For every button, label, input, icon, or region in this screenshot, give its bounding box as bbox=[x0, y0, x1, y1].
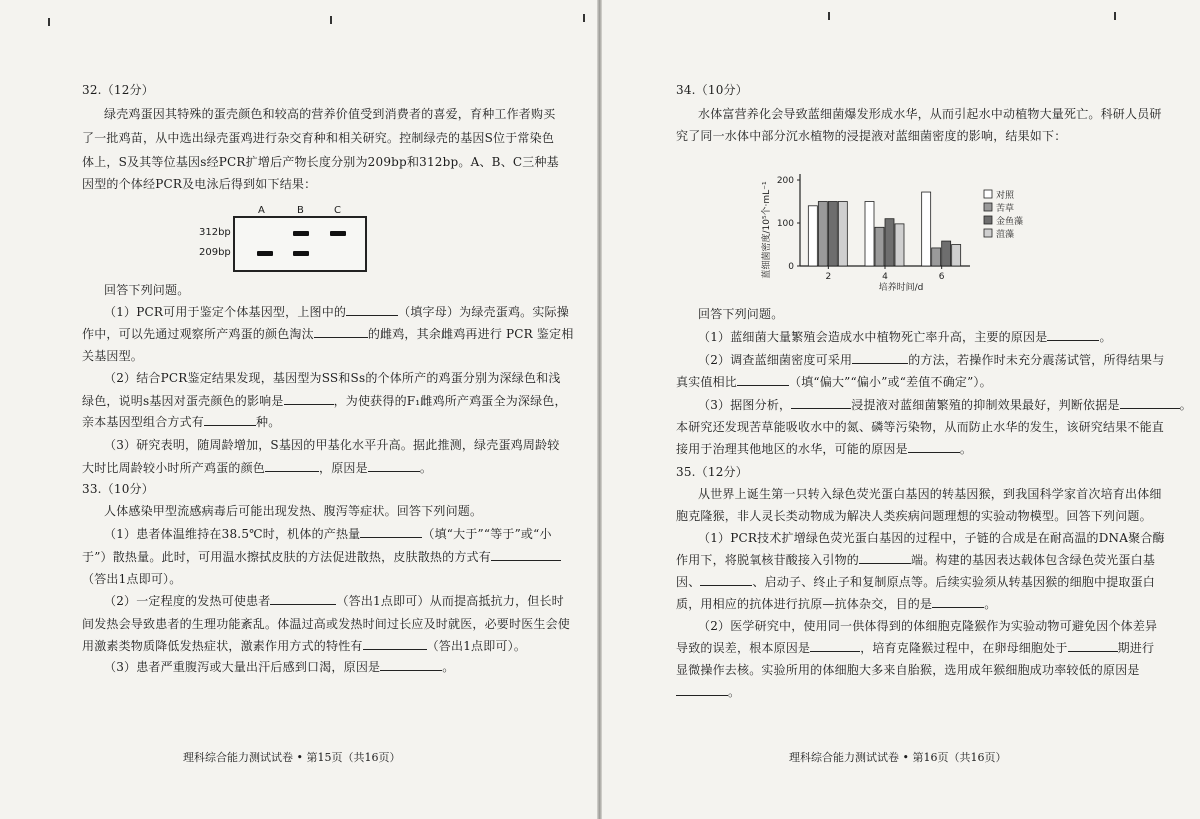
legend-swatch bbox=[984, 203, 992, 211]
q34-1-text: （1）蓝细菌大量繁殖会造成水中植物死亡率升高，主要的原因是 bbox=[698, 330, 1048, 344]
q32-3-line bbox=[82, 460, 432, 476]
scan-mark bbox=[1114, 12, 1116, 20]
q32-text: 绿壳鸡蛋因其特殊的蛋壳颜色和较高的营养价值受到消费者的喜爱，育种工作者购买 bbox=[104, 107, 556, 121]
left-page bbox=[0, 0, 598, 819]
q33-1-line bbox=[82, 549, 561, 565]
bar bbox=[828, 202, 837, 267]
answer-blank[interactable] bbox=[852, 352, 908, 364]
gel-band bbox=[293, 231, 309, 236]
page-footer: 理科综合能力测试试卷 • 第15页（共16页） bbox=[183, 751, 401, 764]
scan-mark bbox=[330, 16, 332, 24]
answer-blank[interactable] bbox=[737, 374, 789, 386]
q33-2-text: 间发热会导致患者的生理功能紊乱。体温过高或发热时间过长应及时就医，必要时医生会使 bbox=[82, 617, 571, 631]
q35-1-text: 端。构建的基因表达载体包含绿色荧光蛋白基 bbox=[911, 553, 1156, 567]
y-tick-label: 0 bbox=[788, 262, 794, 272]
answer-blank[interactable] bbox=[270, 593, 336, 605]
x-axis-label: 培养时间/d bbox=[878, 283, 924, 293]
y-axis-label: 蓝细菌密度/10⁵个·mL⁻¹ bbox=[762, 181, 772, 279]
legend-label: 对照 bbox=[996, 191, 1015, 201]
q34-2-text: 真实值相比 bbox=[676, 375, 738, 389]
q32-1-line bbox=[82, 326, 574, 342]
gel-band bbox=[257, 251, 273, 256]
q33-2-line bbox=[82, 638, 526, 654]
q32-3-text: （3）研究表明，随周龄增加，S基因的甲基化水平升高。据此推测，绿壳蛋鸡周龄较 bbox=[104, 438, 560, 452]
q34-3-line bbox=[698, 397, 1192, 413]
q32-1-line bbox=[104, 304, 569, 320]
q35-text: 从世界上诞生第一只转入绿色荧光蛋白基因的转基因猴，到我国科学家首次培育出体细 bbox=[698, 487, 1162, 501]
gel-lane-label: A bbox=[258, 205, 265, 216]
bar bbox=[895, 224, 904, 266]
q35-1-text: 作用下，将脱氧核苷酸接入引物的 bbox=[676, 553, 860, 567]
q34-3-text: 浸提液对蓝细菌繁殖的抑制效果最好，判断依据是 bbox=[851, 398, 1120, 412]
q33-1-text: （1）患者体温维持在38.5℃时，机体的产热量 bbox=[104, 527, 361, 541]
q35-1-text: 因、 bbox=[676, 575, 701, 589]
legend-swatch bbox=[984, 190, 992, 198]
q35-2-text: 。 bbox=[728, 685, 741, 699]
q32-text: 体上，S及其等位基因s经PCR扩增后产物长度分别为209bp和312bp。A、B、C三种基 bbox=[82, 155, 559, 169]
q32-3-text: 大时比周龄较小时所产鸡蛋的颜色 bbox=[82, 461, 266, 475]
q32-text: 了一批鸡苗，从中选出绿壳蛋鸡进行杂交育种和相关研究。控制绿壳的基因S位于常染色 bbox=[82, 131, 555, 145]
bar bbox=[818, 202, 827, 267]
q32-2-text: ，为使获得的F₁雌鸡所产鸡蛋全为深绿色， bbox=[333, 394, 567, 408]
q34-text: 究了同一水体中部分沉水植物的浸提液对蓝细菌密度的影响，结果如下： bbox=[676, 129, 1067, 143]
answer-blank[interactable] bbox=[700, 574, 752, 586]
answer-blank[interactable] bbox=[265, 460, 319, 472]
gel-band bbox=[330, 231, 346, 236]
bar bbox=[808, 206, 817, 266]
q34-3-text: 。 bbox=[1179, 398, 1192, 412]
answer-blank[interactable] bbox=[859, 552, 911, 564]
answer-blank[interactable] bbox=[810, 640, 860, 652]
bar bbox=[942, 241, 951, 266]
q34-1-text: 。 bbox=[1099, 330, 1112, 344]
answer-blank[interactable] bbox=[284, 393, 334, 405]
q33-3-line bbox=[104, 659, 454, 675]
bar bbox=[885, 219, 894, 266]
q35-1-line bbox=[676, 574, 1155, 590]
q33-2-text: （答出1点即可）从而提高抵抗力，但长时 bbox=[336, 594, 564, 608]
q34-2-text: 的方法，若操作时未充分震荡试管，所得结果与 bbox=[908, 353, 1165, 367]
bar bbox=[875, 227, 884, 266]
q32-2-text: 亲本基因型组合方式有 bbox=[82, 415, 205, 429]
q35-2-text: （2）医学研究中，使用同一供体得到的体细胞克隆猴作为实验动物可避免因个体差异 bbox=[698, 619, 1158, 633]
legend-label: 金鱼藻 bbox=[996, 217, 1024, 227]
q32-text: 因型的个体经PCR及电泳后得到如下结果： bbox=[82, 177, 317, 191]
answer-blank[interactable] bbox=[1068, 640, 1118, 652]
q33-1-text: 于”）散热量。此时，可用温水擦拭皮肤的方法促进散热，皮肤散热的方式有 bbox=[82, 550, 491, 564]
q34-text: 水体富营养化会导致蓝细菌爆发形成水华，从而引起水中动植物大量死亡。科研人员研 bbox=[698, 107, 1162, 121]
q32-1-text: 作中，可以先通过观察所产鸡蛋的颜色淘汰 bbox=[82, 327, 314, 341]
q32-1-text: （1）PCR可用于鉴定个体基因型，上图中的 bbox=[104, 305, 347, 319]
scan-mark bbox=[48, 18, 50, 26]
q35-1-text: 、启动子、终止子和复制原点等。后续实验须从转基因猴的细胞中提取蛋白 bbox=[752, 575, 1156, 589]
q32-3-text: 。 bbox=[419, 461, 433, 475]
q35-1-text: （1）PCR技术扩增绿色荧光蛋白基因的过程中，子链的合成是在耐高温的DNA聚合酶 bbox=[698, 531, 1165, 545]
q32-title: 32.（12分） bbox=[82, 83, 154, 97]
q34-3-text: （3）据图分析， bbox=[698, 398, 792, 412]
gel-band bbox=[293, 251, 309, 256]
q33-2-text: 用激素类物质降低发热症状，激素作用方式的特性有 bbox=[82, 639, 363, 653]
q33-2-line bbox=[104, 593, 564, 609]
q35-title: 35.（12分） bbox=[676, 465, 748, 479]
q35-2-text: 期进行 bbox=[1117, 641, 1155, 655]
q33-1-text: （填“大于”“等于”或“小 bbox=[422, 527, 552, 541]
bar bbox=[838, 202, 847, 267]
q33-1-text: （答出1点即可）。 bbox=[82, 572, 182, 586]
electrophoresis-gel bbox=[233, 216, 367, 272]
x-tick-label: 6 bbox=[938, 272, 945, 282]
q35-2-text: ，培育克隆猴过程中，在卵母细胞处于 bbox=[860, 641, 1068, 655]
q35-text: 胞克隆猴，非人灵长类动物成为解决人类疾病问题理想的实验动物模型。回答下列问题。 bbox=[676, 509, 1152, 523]
q35-1-line bbox=[676, 596, 996, 612]
answer-blank[interactable] bbox=[363, 638, 427, 650]
gel-lane-label: B bbox=[297, 205, 304, 216]
q34-2-line bbox=[676, 374, 992, 390]
q33-2-text: （答出1点即可）。 bbox=[426, 639, 527, 653]
q33-1-line bbox=[104, 526, 552, 542]
answer-intro: 回答下列问题。 bbox=[104, 283, 190, 297]
q34-3-text: 。 bbox=[959, 442, 973, 456]
bar-chart bbox=[756, 160, 1056, 300]
answer-blank[interactable] bbox=[1047, 329, 1099, 341]
answer-blank[interactable] bbox=[491, 549, 561, 561]
answer-blank[interactable] bbox=[368, 460, 420, 472]
answer-blank[interactable] bbox=[791, 397, 851, 409]
legend-label: 菹藻 bbox=[996, 230, 1015, 240]
q32-3-text: ，原因是 bbox=[319, 461, 368, 475]
legend-swatch bbox=[984, 216, 992, 224]
q32-1-text: 的雌鸡，其余雌鸡再进行 PCR 鉴定相 bbox=[367, 327, 574, 341]
q35-1-text: 。 bbox=[984, 597, 997, 611]
q35-1-text: 质，用相应的抗体进行抗原—抗体杂交，目的是 bbox=[676, 597, 933, 611]
x-tick-label: 2 bbox=[825, 272, 832, 282]
q33-3-text: 。 bbox=[442, 660, 455, 674]
y-tick-label: 100 bbox=[776, 219, 794, 229]
q34-3-line bbox=[676, 441, 972, 457]
answer-blank[interactable] bbox=[204, 414, 256, 426]
scan-mark bbox=[828, 12, 830, 20]
q32-2-text: （2）结合PCR鉴定结果发现，基因型为SS和Ss的个体所产的鸡蛋分别为深绿色和浅 bbox=[104, 371, 561, 385]
q34-2-text: （2）调查蓝细菌密度可采用 bbox=[698, 353, 853, 367]
q35-1-line bbox=[676, 552, 1155, 568]
page-footer: 理科综合能力测试试卷 • 第16页（共16页） bbox=[789, 751, 1007, 764]
q32-2-line bbox=[82, 393, 567, 409]
answer-blank[interactable] bbox=[676, 684, 728, 696]
q35-2-text: 导致的误差，根本原因是 bbox=[676, 641, 811, 655]
q35-2-line bbox=[676, 640, 1154, 656]
bar bbox=[932, 248, 941, 266]
q33-title: 33.（10分） bbox=[82, 482, 154, 496]
bar-chart-svg bbox=[756, 160, 1056, 300]
q33-2-text: （2）一定程度的发热可使患者 bbox=[104, 594, 271, 608]
legend-swatch bbox=[984, 229, 992, 237]
legend-label: 苦草 bbox=[996, 204, 1015, 214]
answer-blank[interactable] bbox=[314, 326, 368, 338]
q35-2-line bbox=[676, 684, 740, 700]
bar bbox=[952, 245, 961, 267]
x-tick-label: 4 bbox=[882, 272, 888, 282]
q34-title: 34.（10分） bbox=[676, 83, 748, 97]
answer-blank[interactable] bbox=[380, 659, 442, 671]
q34-2-line bbox=[698, 352, 1164, 368]
q32-2-text: 绿色，说明s基因对蛋壳颜色的影响是 bbox=[82, 394, 284, 408]
q32-2-text: 种。 bbox=[256, 415, 281, 429]
answer-blank[interactable] bbox=[346, 304, 398, 316]
q35-2-text: 显微操作去核。实验所用的体细胞大多来自胎猴，选用成年猴细胞成功率较低的原因是 bbox=[676, 663, 1140, 677]
q34-3-text: 本研究还发现苦草能吸收水中的氮、磷等污染物，从而防止水华的发生，该研究结果不能直 bbox=[676, 420, 1165, 434]
q33-text: 人体感染甲型流感病毒后可能出现发热、腹泻等症状。回答下列问题。 bbox=[104, 504, 483, 518]
answer-intro: 回答下列问题。 bbox=[698, 307, 784, 321]
answer-blank[interactable] bbox=[1120, 397, 1180, 409]
answer-blank[interactable] bbox=[360, 526, 422, 538]
bar bbox=[922, 192, 931, 266]
q34-1-line bbox=[698, 329, 1112, 345]
q32-1-text: 关基因型。 bbox=[82, 349, 144, 363]
q34-2-text: （填“偏大”“偏小”或“差值不确定”）。 bbox=[789, 375, 992, 389]
gel-size-label: 209bp bbox=[199, 247, 231, 258]
q32-2-line bbox=[82, 414, 280, 430]
gel-size-label: 312bp bbox=[199, 227, 231, 238]
scan-mark bbox=[583, 14, 585, 22]
gel-lane-label: C bbox=[334, 205, 341, 216]
bar bbox=[865, 202, 874, 267]
q34-3-text: 接用于治理其他地区的水华，可能的原因是 bbox=[676, 442, 908, 456]
q32-1-text: （填字母）为绿壳蛋鸡。实际操 bbox=[398, 305, 569, 319]
answer-blank[interactable] bbox=[908, 441, 960, 453]
y-tick-label: 200 bbox=[776, 176, 794, 186]
answer-blank[interactable] bbox=[932, 596, 984, 608]
q33-3-text: （3）患者严重腹泻或大量出汗后感到口渴，原因是 bbox=[104, 660, 381, 674]
